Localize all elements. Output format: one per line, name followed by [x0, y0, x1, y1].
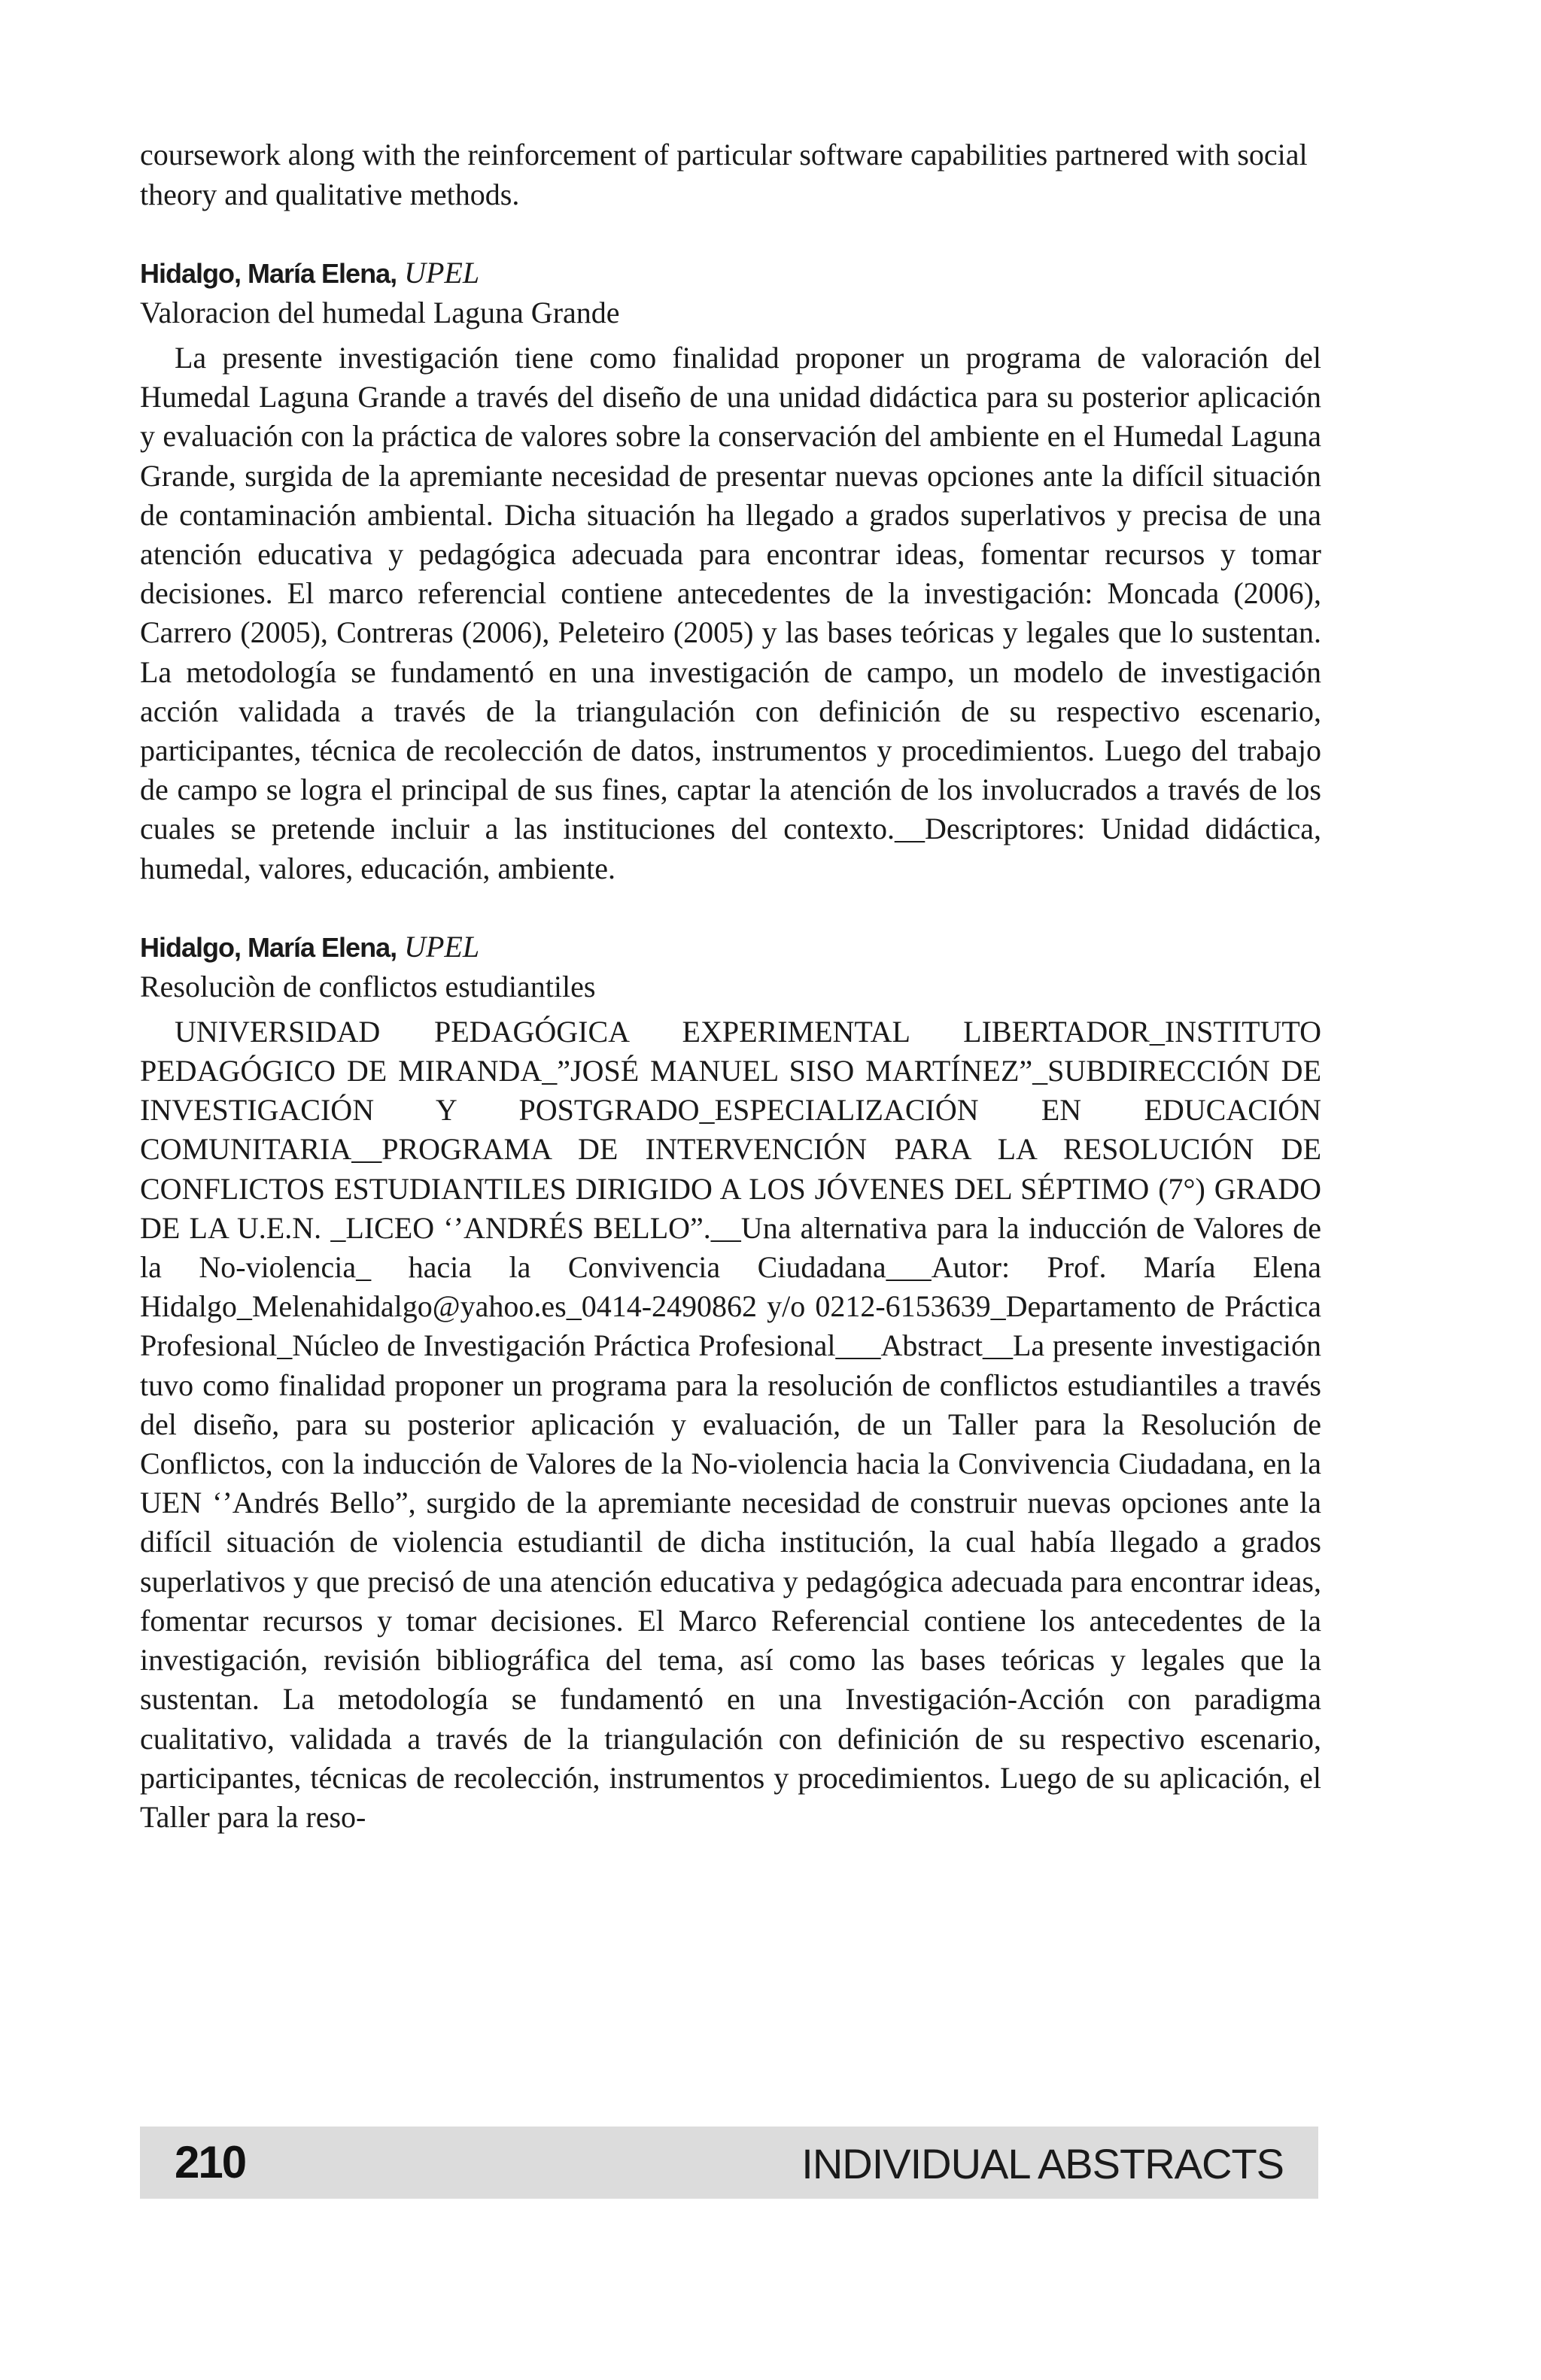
entry-title: Valoracion del humedal Laguna Grande [140, 296, 620, 329]
abstract-entry-1 [140, 253, 1321, 888]
page-number: 210 [175, 2137, 246, 2187]
abstract-entry-2 [140, 927, 1321, 1837]
abstract-text: UNIVERSIDAD PEDAGÓGICA EXPERIMENTAL LIBERTADOR_INSTITUTO PEDAGÓGICO DE MIRANDA_”JOSÉ MANUEL SISO MARTÍNEZ”_SUBDIRECCIÓN DE INVESTIGACIÓN Y POSTGRADO_ESPECIALIZACIÓN EN EDUCACIÓN COMUNITARIA__PROGRAMA DE INTERVENCIÓN PARA LA RESOLUCIÓN DE CONFLICTOS ESTUDIANTILES DIRIGIDO A LOS JÓVENES DEL SÉPTIMO (7°) GRADO DE LA U.E.N. _LICEO ‘’ANDRÉS BELLO”.__Una alternativa para la inducción de Valores de la No-violencia_ hacia la Convivencia Ciudadana___Autor: Prof. María Elena Hidalgo_Melenahidalgo@yahoo.es_0414-2490862 y/o 0212-6153639_Departamento de Práctica Profesional_Núcleo de Investigación Práctica Profesional___Abstract__La presente investigación tuvo como finalidad proponer un programa para la resolución de conflictos estudiantiles a través del diseño, para su posterior aplicación y evaluación, de un Taller para la Resolución de Conflictos, con la inducción de Valores de la No-violencia hacia la Convivencia Ciudadana, en la UEN ‘’Andrés Bello”, surgido de la apremiante necesidad de construir nuevas opciones ante la difícil situación de violencia estudiantil de dicha institución, la cual había llegado a grados superlativos y que precisó de una atención educativa y pedagógica adecuada para encontrar ideas, fomentar recursos y tomar decisiones. El Marco Referencial contiene los antecedentes de la investigación, revisión bibliográfica del tema, así como las bases teóricas y legales que la sustentan. La metodología se fundamentó en una Investigación-Acción con paradigma cualitativo, validada a través de la triangulación con definición de su respectivo escenario, participantes, técnicas de recolección, instrumentos y procedimientos. Luego de su aplicación, el Taller para la reso- [140, 1014, 1321, 1834]
entry-title: Resoluciòn de conflictos estudiantiles [140, 969, 596, 1003]
abstract-text: La presente investigación tiene como finalidad proponer un programa de valoración del Humedal Laguna Grande a través del diseño de una unidad didáctica para su posterior aplicación y evaluación con la práctica de valores sobre la conservación del ambiente en el Humedal Laguna Grande, surgida de la apremiante necesidad de presentar nuevas opciones ante la difícil situación de contaminación ambiental. Dicha situación ha llegado a grados superlativos y precisa de una atención educativa y pedagógica adecuada para encontrar ideas, fomentar recursos y tomar decisiones. El marco referencial contiene antecedentes de la investigación: Moncada (2006), Carrero (2005), Contreras (2006), Peleteiro (2005) y las bases teóricas y legales que lo sustentan. La metodología se fundamentó en una investigación de campo, un modelo de investigación acción validada a través de la triangulación con definición de su respectivo escenario, participantes, técnica de recolección de datos, instrumentos y procedimientos. Luego del trabajo de campo se logra el principal de sus fines, captar la atención de los involucrados a través de los cuales se pretende incluir a las instituciones del contexto.__Descriptores: Unidad didáctica, humedal, valores, educación, ambiente. [140, 341, 1321, 885]
author-affiliation: UPEL [404, 929, 480, 964]
page-footer [140, 2127, 1318, 2199]
author-name: Hidalgo, María Elena, [140, 258, 397, 289]
intro-paragraph: coursework along with the reinforcement of particular software capabilities partnered with social theory and qualitative methods. [140, 138, 1308, 211]
author-line [140, 927, 1321, 967]
page-content [140, 135, 1321, 1837]
author-affiliation: UPEL [404, 256, 480, 290]
author-line [140, 253, 1321, 293]
running-footer-section: INDIVIDUAL ABSTRACTS [801, 2140, 1284, 2187]
author-name: Hidalgo, María Elena, [140, 931, 397, 963]
